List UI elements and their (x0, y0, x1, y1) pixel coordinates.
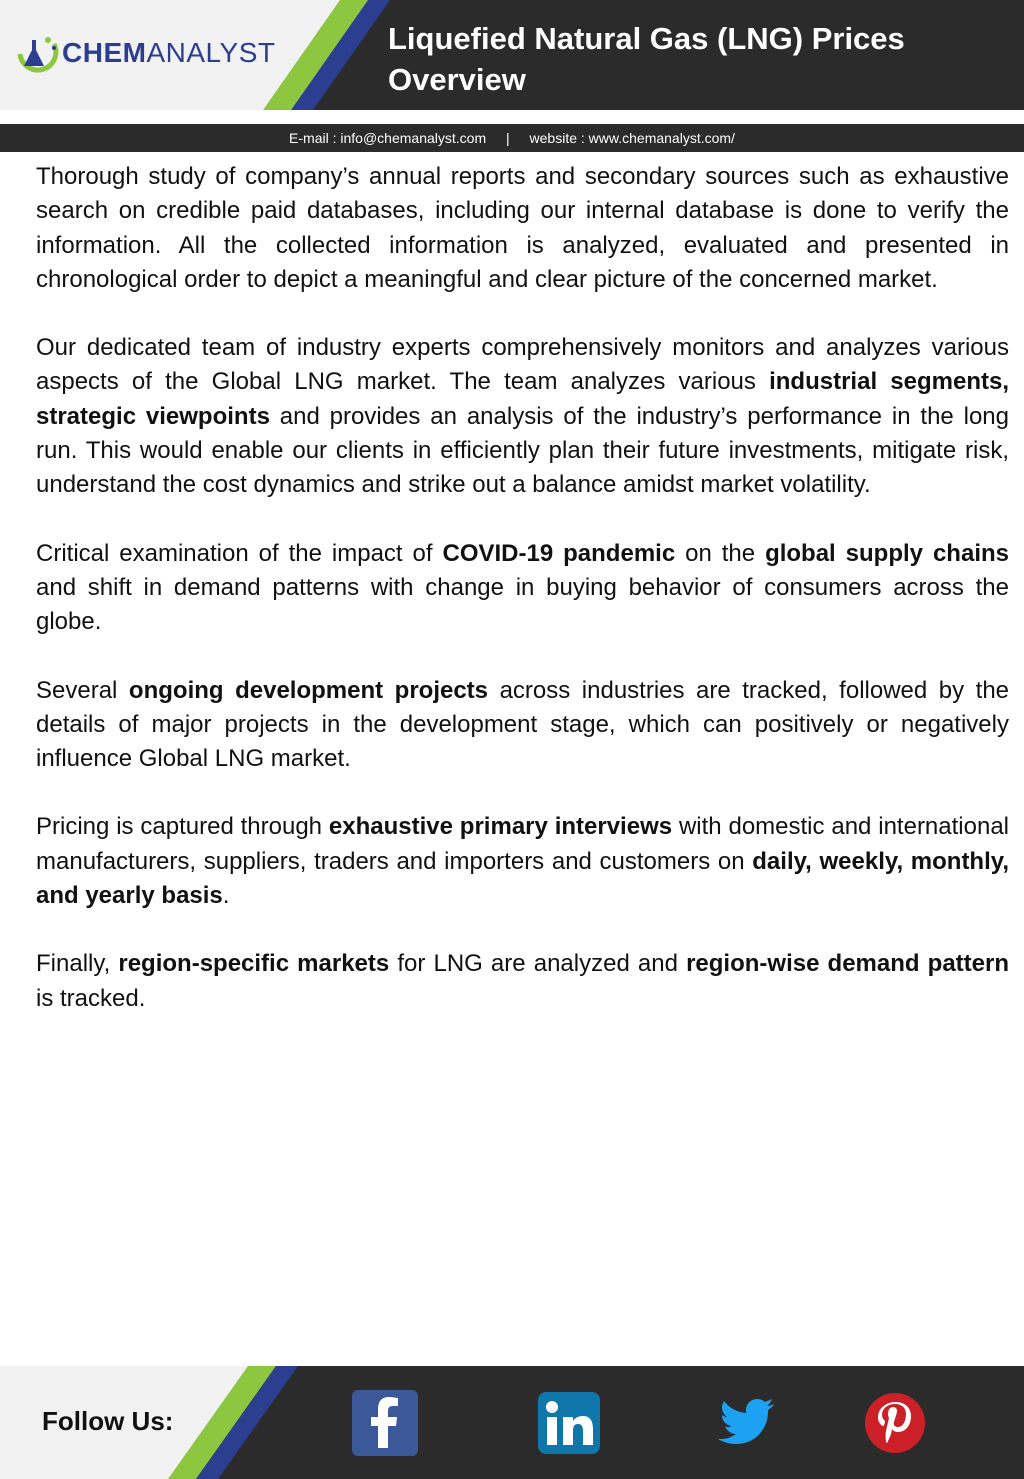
body-paragraph (36, 810, 1009, 913)
highlighted-text: industrial segments, strategic viewpoints (36, 368, 1010, 430)
highlighted-text: ongoing development projects (128, 676, 489, 704)
paragraph-text: across industries are tracked, followed by the details of major projects in the development stage, which can positively or negatively influence Global LNG market. (36, 676, 1010, 773)
paragraph-text: Our dedicated team of industry experts comprehensively monitors and analyzes various aspects of the Global LNG market. The team analyzes various (36, 334, 1009, 396)
paragraph-text: Several (36, 676, 129, 704)
paragraph-text: and provides an analysis of the industry’s performance in the long run. This would enable our clients in efficiently plan their future investments, mitigate risk, understand the cost dynamics and strike out a balance amidst market volatility. (36, 402, 1009, 499)
email-link[interactable]: E-mail : info@chemanalyst.com (289, 130, 487, 146)
pinterest-icon[interactable] (862, 1390, 928, 1456)
paragraph-text: is tracked. (36, 984, 146, 1012)
paragraph-text: Thorough study of company’s annual reports and secondary sources such as exhaustive search on credible paid databases, including our internal database is done to verify the information. All the collected information is analyzed, evaluated and presented in chronological order to depict a meaningful and clear picture of the concerned market. (36, 163, 1009, 293)
highlighted-text: exhaustive primary interviews (328, 813, 673, 841)
body-paragraph (36, 674, 1009, 777)
body-paragraph (36, 160, 1009, 297)
body-paragraph (36, 331, 1009, 502)
contact-bar (0, 124, 1024, 152)
paragraph-text: Critical examination of the impact of (36, 539, 443, 567)
twitter-icon[interactable] (712, 1390, 778, 1456)
highlighted-text: COVID-19 pandemic (442, 539, 676, 567)
highlighted-text: region-wise demand pattern (686, 950, 1010, 978)
brand-name-part2: ANALYST (146, 37, 276, 68)
page-title: Liquefied Natural Gas (LNG) Prices Overview (388, 21, 905, 97)
body-paragraph (36, 537, 1009, 640)
paragraph-text: with domestic and international manufacturers, suppliers, traders and importers and customers on (36, 813, 1009, 875)
highlighted-text: region-specific markets (118, 950, 390, 978)
paragraph-text: . (222, 882, 230, 910)
flask-logo-icon (14, 32, 62, 78)
paragraph-text: for LNG are analyzed and (389, 950, 687, 978)
page-header (0, 0, 1024, 110)
follow-us-label: Follow Us: (42, 1406, 174, 1436)
paragraph-text: and shift in demand patterns with change in buying behavior of consumers across the globe. (36, 573, 1009, 636)
facebook-icon[interactable] (352, 1390, 418, 1456)
contact-separator: | (506, 130, 510, 146)
report-body (36, 160, 1009, 1050)
website-link[interactable]: website : www.chemanalyst.com/ (529, 130, 735, 146)
chemanalyst-logo[interactable] (14, 30, 294, 82)
paragraph-text: on the (675, 539, 766, 567)
brand-name-part1: CHEM (62, 37, 147, 68)
highlighted-text: daily, weekly, monthly, and yearly basis (36, 847, 1009, 910)
body-paragraph (36, 947, 1009, 1016)
linkedin-icon[interactable] (536, 1390, 602, 1456)
paragraph-text: Pricing is captured through (36, 813, 329, 841)
paragraph-text: Finally, (36, 950, 119, 978)
brand-name (62, 37, 275, 69)
page-footer (0, 1366, 1024, 1479)
highlighted-text: global supply chains (765, 539, 1009, 567)
